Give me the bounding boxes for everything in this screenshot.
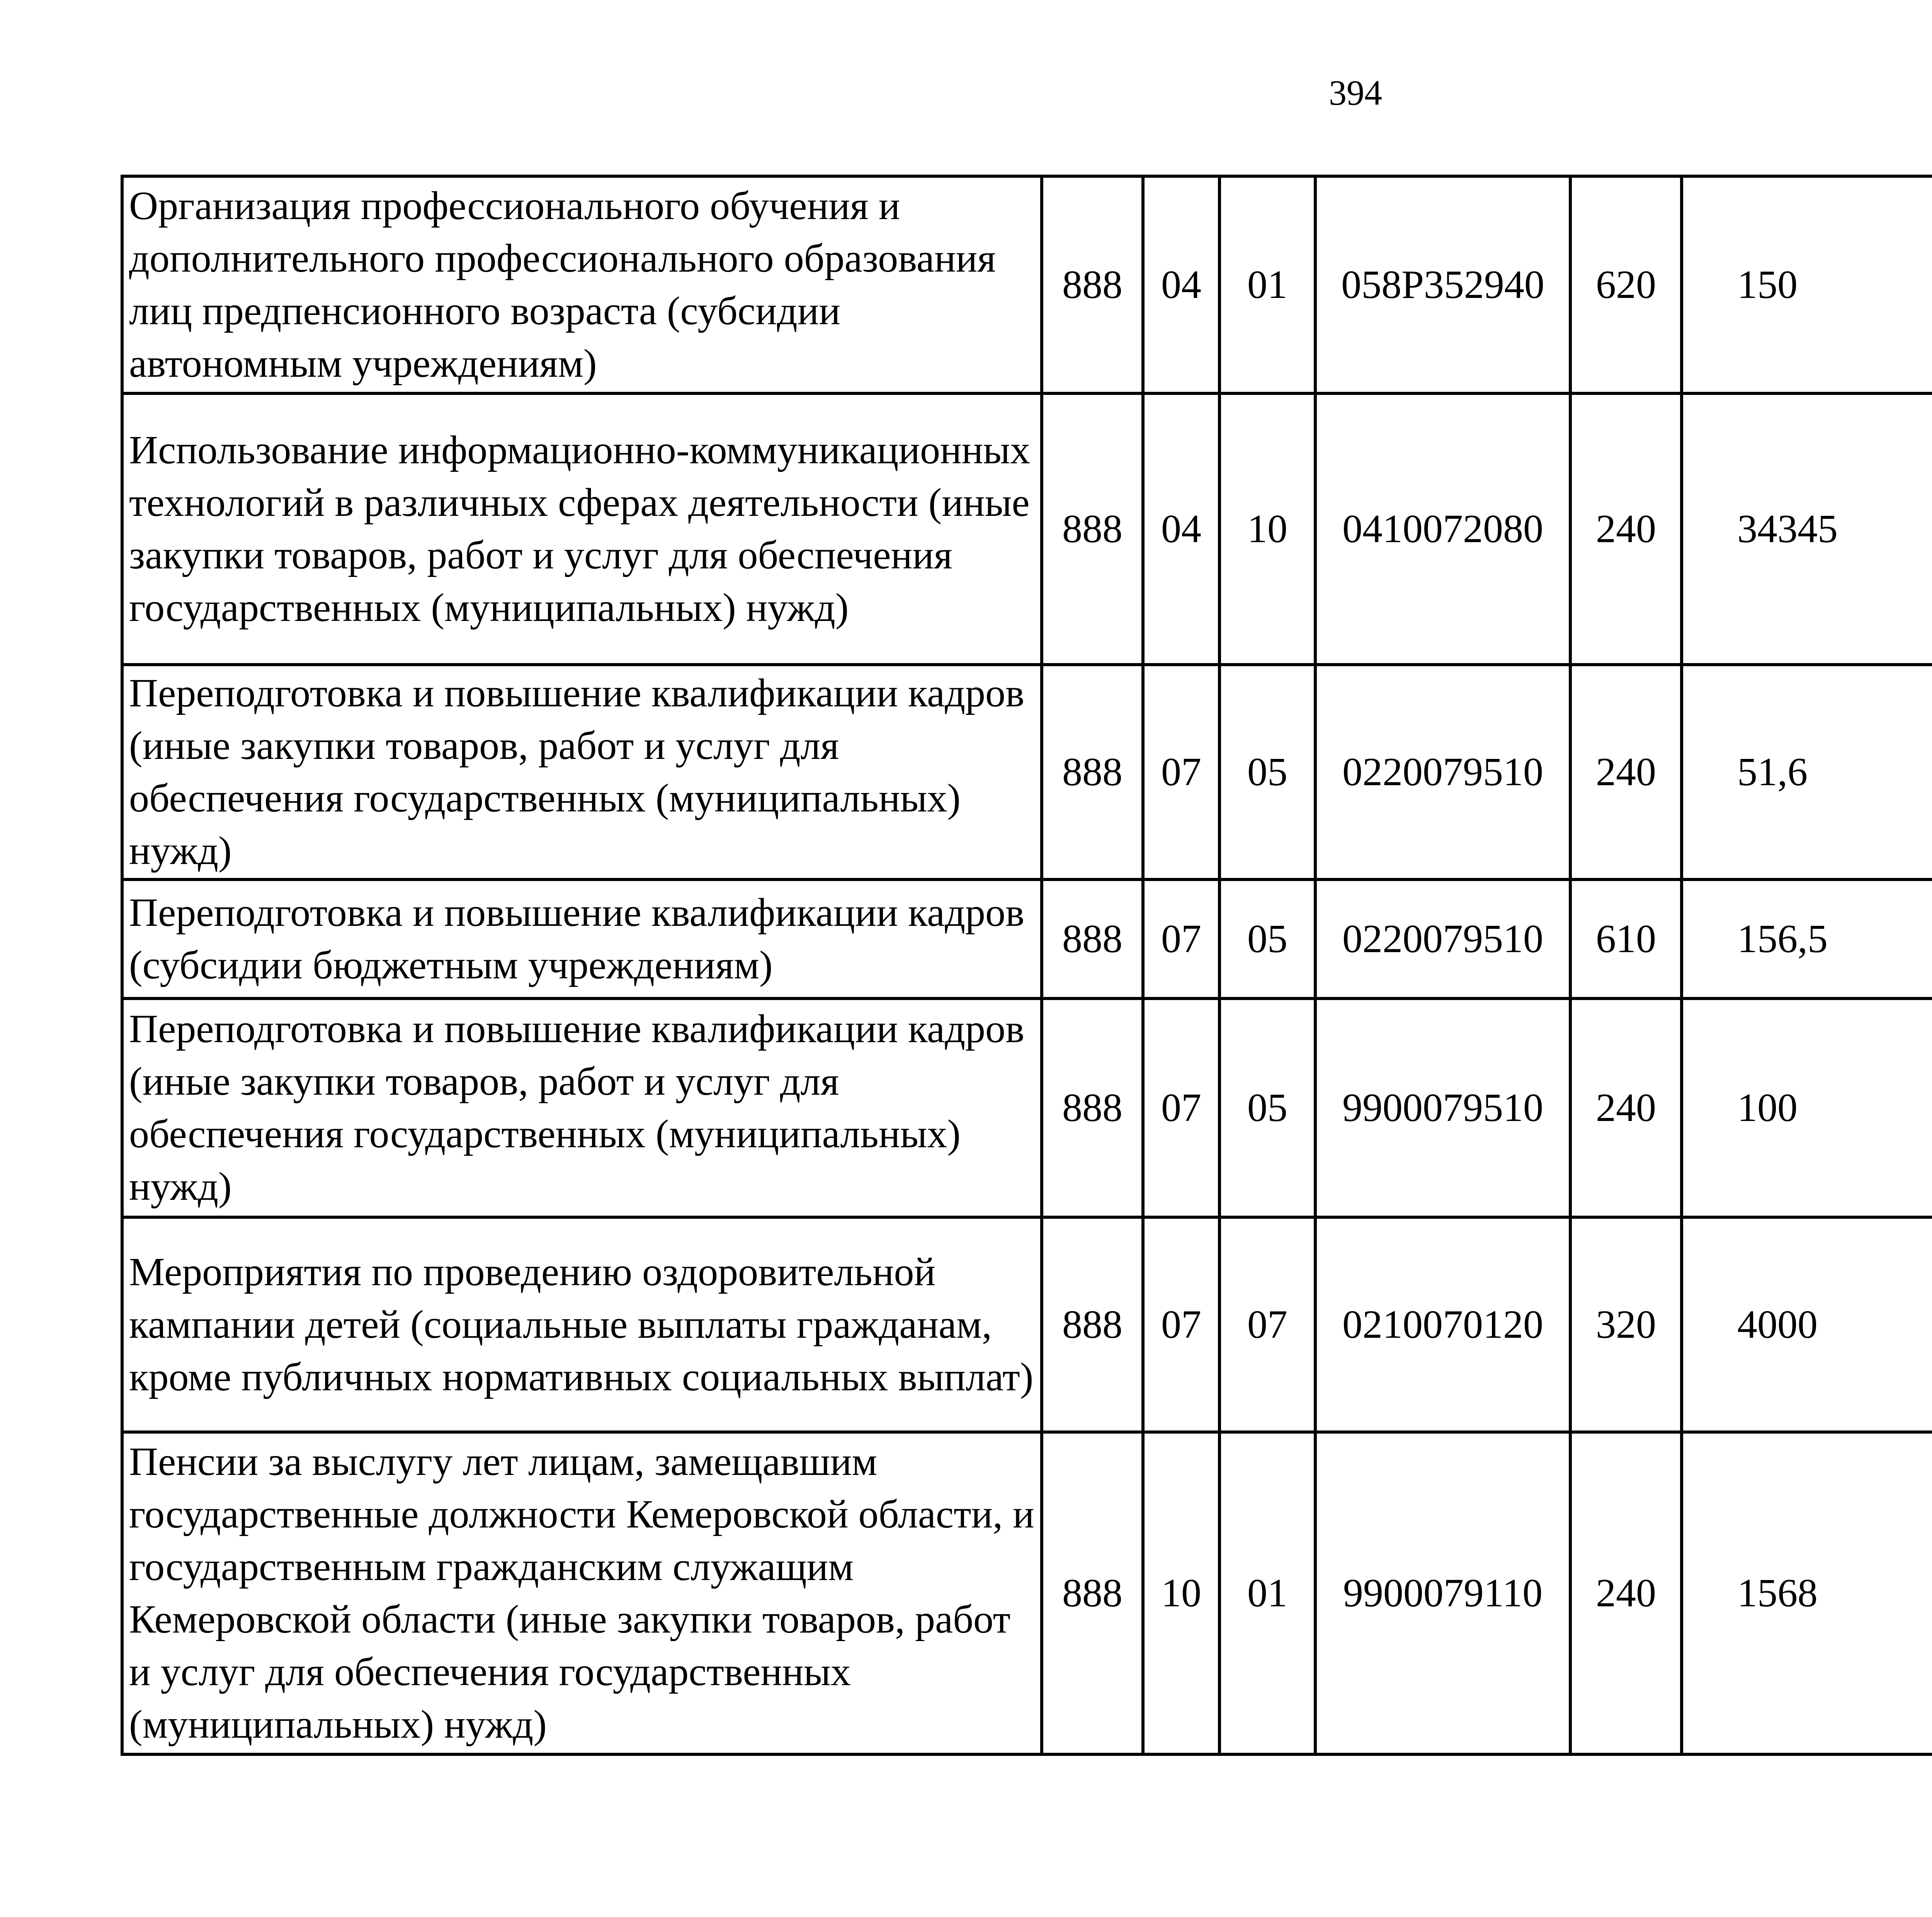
expense-type-code: 240 [1570,393,1682,665]
table-row [122,1432,1932,1754]
amount-year-1: 34345 [1682,393,1932,665]
table-row [122,1217,1932,1432]
glav-code: 888 [1042,176,1143,393]
section-code: 07 [1143,1217,1219,1432]
amount-year-1: 51,6 [1682,665,1932,879]
target-article-code: 0410072080 [1315,393,1570,665]
expense-name: Переподготовка и повышение квалификации кадров (иные закупки товаров, работ и услуг для обеспечения государственных (муниципальных) нужд) [122,665,1042,879]
amount-year-1: 150 [1682,176,1932,393]
section-code: 04 [1143,176,1219,393]
glav-code: 888 [1042,393,1143,665]
table-row [122,998,1932,1217]
amount-year-1: 1568 [1682,1432,1932,1754]
expense-name: Организация профессионального обучения и дополнительного профессионального образования лиц предпенсионного возраста (субсидии автономным учреждениям) [122,176,1042,393]
section-code: 07 [1143,879,1219,998]
target-article-code: 0220079510 [1315,879,1570,998]
expense-name: Использование информационно-коммуникационных технологий в различных сферах деятельности (иные закупки товаров, работ и услуг для обеспечения государственных (муниципальных) нужд) [122,393,1042,665]
table-row [122,665,1932,879]
target-article-code: 058P352940 [1315,176,1570,393]
subsection-code: 10 [1219,393,1315,665]
glav-code: 888 [1042,879,1143,998]
amount-year-1: 4000 [1682,1217,1932,1432]
subsection-code: 01 [1219,176,1315,393]
subsection-code: 01 [1219,1432,1315,1754]
section-code: 04 [1143,393,1219,665]
expense-type-code: 240 [1570,998,1682,1217]
section-code: 10 [1143,1432,1219,1754]
glav-code: 888 [1042,1432,1143,1754]
amount-year-1: 156,5 [1682,879,1932,998]
table-row [122,393,1932,665]
table-row [122,176,1932,393]
expense-name: Переподготовка и повышение квалификации кадров (субсидии бюджетным учреждениям) [122,879,1042,998]
subsection-code: 05 [1219,998,1315,1217]
table-row [122,879,1932,998]
subsection-code: 07 [1219,1217,1315,1432]
expense-type-code: 320 [1570,1217,1682,1432]
expense-type-code: 620 [1570,176,1682,393]
glav-code: 888 [1042,1217,1143,1432]
target-article-code: 0210070120 [1315,1217,1570,1432]
section-code: 07 [1143,665,1219,879]
glav-code: 888 [1042,665,1143,879]
section-code: 07 [1143,998,1219,1217]
expense-type-code: 240 [1570,665,1682,879]
page-number: 394 [1329,73,1382,112]
budget-table [121,175,1932,1756]
target-article-code: 0220079510 [1315,665,1570,879]
target-article-code: 9900079110 [1315,1432,1570,1754]
subsection-code: 05 [1219,665,1315,879]
amount-year-1: 100 [1682,998,1932,1217]
glav-code: 888 [1042,998,1143,1217]
expense-type-code: 610 [1570,879,1682,998]
expense-name: Пенсии за выслугу лет лицам, замещавшим государственные должности Кемеровской области, и государственным гражданским служащим Кемеровской области (иные закупки товаров, работ и услуг для обеспечения государственных (муниципальных) нужд) [122,1432,1042,1754]
target-article-code: 9900079510 [1315,998,1570,1217]
expense-type-code: 240 [1570,1432,1682,1754]
expense-name: Мероприятия по проведению оздоровительной кампании детей (социальные выплаты гражданам, кроме публичных нормативных социальных выплат) [122,1217,1042,1432]
subsection-code: 05 [1219,879,1315,998]
expense-name: Переподготовка и повышение квалификации кадров (иные закупки товаров, работ и услуг для обеспечения государственных (муниципальных) нужд) [122,998,1042,1217]
